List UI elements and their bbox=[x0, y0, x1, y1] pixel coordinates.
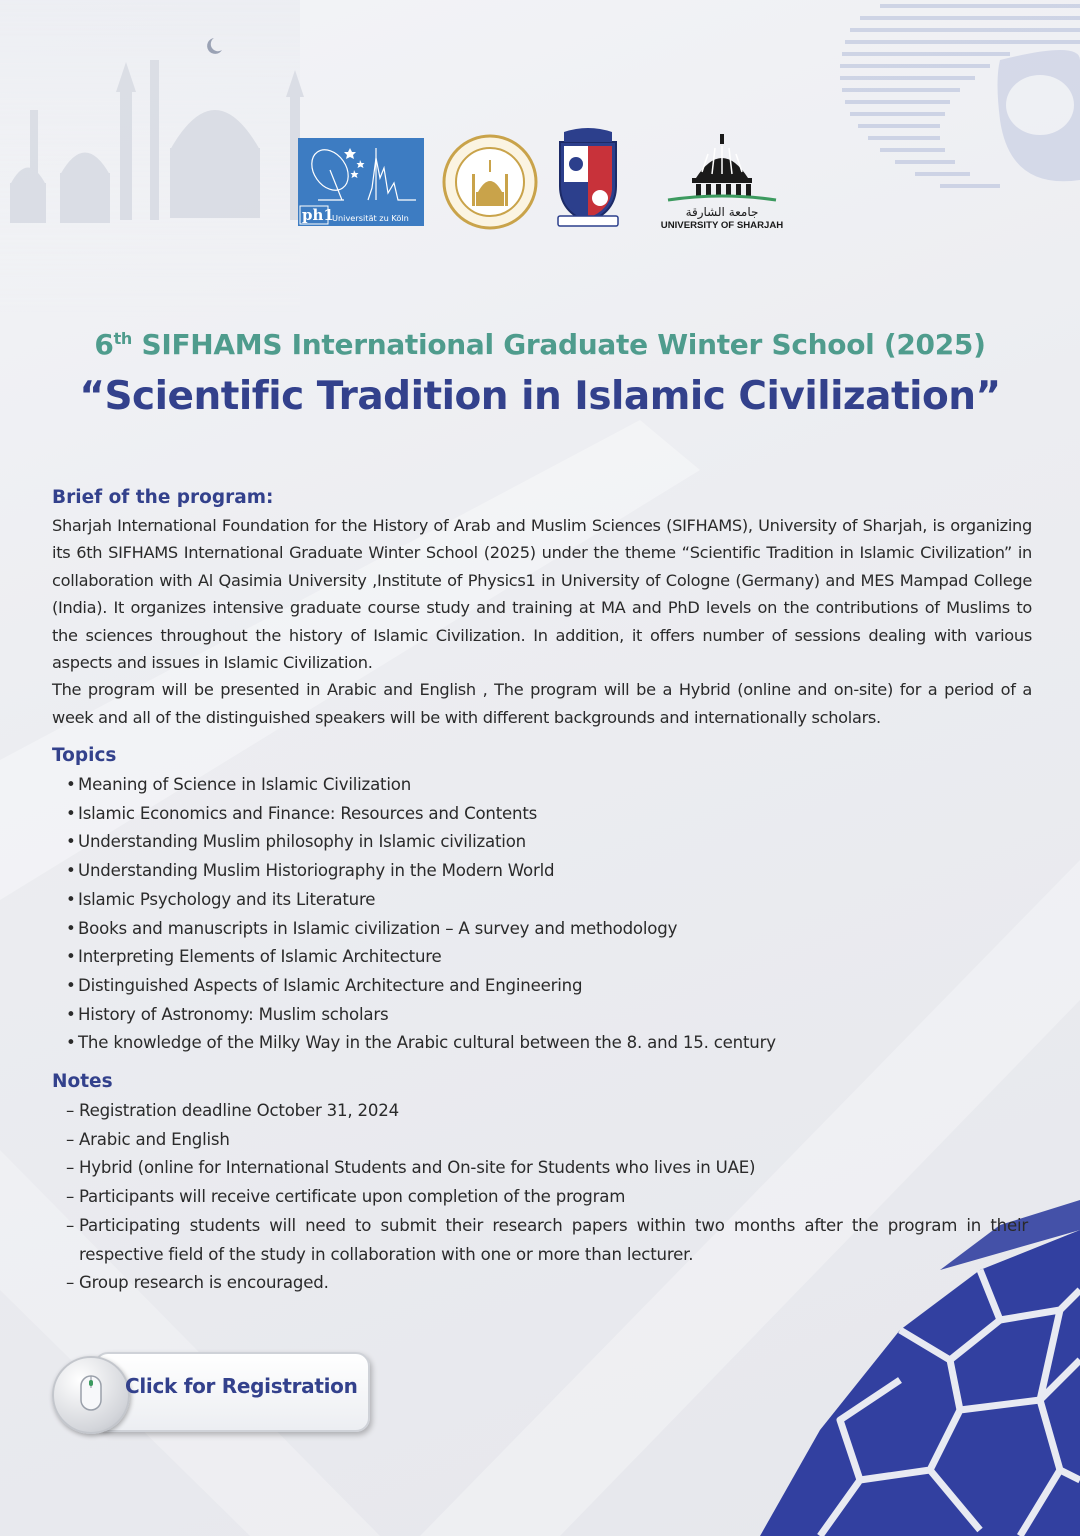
registration-button-label[interactable]: Click for Registration bbox=[125, 1374, 358, 1398]
title-ordinal: th bbox=[113, 329, 133, 348]
dash-icon: – bbox=[66, 1215, 75, 1235]
list-item: • Meaning of Science in Islamic Civilization bbox=[66, 771, 1036, 800]
bullet-icon: • bbox=[66, 803, 76, 823]
dash-icon: – bbox=[66, 1187, 75, 1207]
university-of-sharjah-logo bbox=[652, 132, 792, 232]
bullet-icon: • bbox=[66, 775, 76, 794]
partner-logos bbox=[296, 126, 796, 236]
notes-list bbox=[66, 1097, 1028, 1298]
bullet-icon: • bbox=[66, 832, 76, 852]
list-item: – Hybrid (online for International Students and On-site for Students who lives in UAE) bbox=[66, 1154, 1028, 1183]
sharjah-english-name: UNIVERSITY OF SHARJAH bbox=[660, 220, 784, 231]
topics-heading: Topics bbox=[52, 745, 117, 766]
list-item: • Understanding Muslim Historiography in the Modern World bbox=[66, 857, 1036, 886]
dash-icon: – bbox=[66, 1129, 75, 1149]
list-item: • Islamic Psychology and its Literature bbox=[66, 886, 1036, 915]
title-text: SIFHAMS International Graduate Winter School (2025) bbox=[132, 328, 986, 361]
list-item: – Participants will receive certificate upon completion of the program bbox=[66, 1183, 1028, 1212]
registration-button[interactable] bbox=[52, 1350, 370, 1434]
bullet-icon: • bbox=[66, 889, 76, 909]
list-item: • The knowledge of the Milky Way in the Arabic cultural between the 8. and 15. century bbox=[66, 1029, 1036, 1058]
brief-paragraph-2: The program will be presented in Arabic and English , The program will be a Hybrid (online and on-site) for a period of a week and all of the distinguished speakers will be with different backgrounds and internationally scholars. bbox=[52, 680, 1032, 727]
list-item: – Arabic and English bbox=[66, 1126, 1028, 1155]
ph1-cologne-logo bbox=[298, 138, 424, 226]
brief-text bbox=[52, 512, 1032, 731]
cologne-logo-text: Universität zu Köln bbox=[332, 213, 409, 223]
list-item: • Islamic Economics and Finance: Resources and Contents bbox=[66, 800, 1036, 829]
list-item: • Distinguished Aspects of Islamic Architecture and Engineering bbox=[66, 972, 1036, 1001]
bullet-icon: • bbox=[66, 1004, 76, 1024]
ph1-logo-text: ph1 bbox=[302, 206, 334, 224]
list-item: • Interpreting Elements of Islamic Architecture bbox=[66, 943, 1036, 972]
page-title bbox=[0, 328, 1080, 361]
mouse-icon[interactable] bbox=[52, 1356, 130, 1434]
bullet-icon: • bbox=[66, 1033, 76, 1053]
mes-mampad-college-crest bbox=[554, 128, 622, 228]
dash-icon: – bbox=[66, 1158, 75, 1178]
dash-icon: – bbox=[66, 1273, 75, 1293]
bullet-icon: • bbox=[66, 918, 76, 938]
list-item: – Participating students will need to submit their research papers within two months after the program in their respective field of the study in collaboration with one or more than lecturer. bbox=[66, 1212, 1028, 1269]
brief-heading: Brief of the program: bbox=[52, 487, 274, 508]
bullet-icon: • bbox=[66, 947, 76, 967]
title-number: 6 bbox=[94, 328, 114, 361]
list-item: – Registration deadline October 31, 2024 bbox=[66, 1097, 1028, 1126]
topics-list bbox=[66, 771, 1036, 1058]
list-item: • History of Astronomy: Muslim scholars bbox=[66, 1001, 1036, 1030]
dash-icon: – bbox=[66, 1101, 75, 1120]
bullet-icon: • bbox=[66, 975, 76, 995]
bullet-icon: • bbox=[66, 861, 76, 881]
sharjah-arabic-name: جامعة الشارقة bbox=[685, 205, 759, 219]
brief-paragraph-1: Sharjah International Foundation for the History of Arab and Muslim Sciences (SIFHAMS), University of Sharjah, is organizing its 6th SIFHAMS International Graduate Winter School (2025) under the theme “Scientific Tradition in Islamic Civilization” in collaboration with Al Qasimia University ,Institute of Physics1 in University of Cologne (Germany) and MES Mampad College (India). It organizes intensive graduate course study and training at MA and PhD levels on the contributions of Muslims to the sciences throughout the history of Islamic Civilization. In addition, it offers number of sessions dealing with various aspects and issues in Islamic Civilization. bbox=[52, 516, 1032, 673]
list-item: • Books and manuscripts in Islamic civilization – A survey and methodology bbox=[66, 915, 1036, 944]
al-qasimia-university-seal bbox=[442, 134, 538, 230]
page-subtitle: “Scientific Tradition in Islamic Civilization” bbox=[79, 374, 1001, 419]
list-item: • Understanding Muslim philosophy in Islamic civilization bbox=[66, 828, 1036, 857]
list-item: – Group research is encouraged. bbox=[66, 1269, 1028, 1298]
notes-heading: Notes bbox=[52, 1071, 113, 1092]
